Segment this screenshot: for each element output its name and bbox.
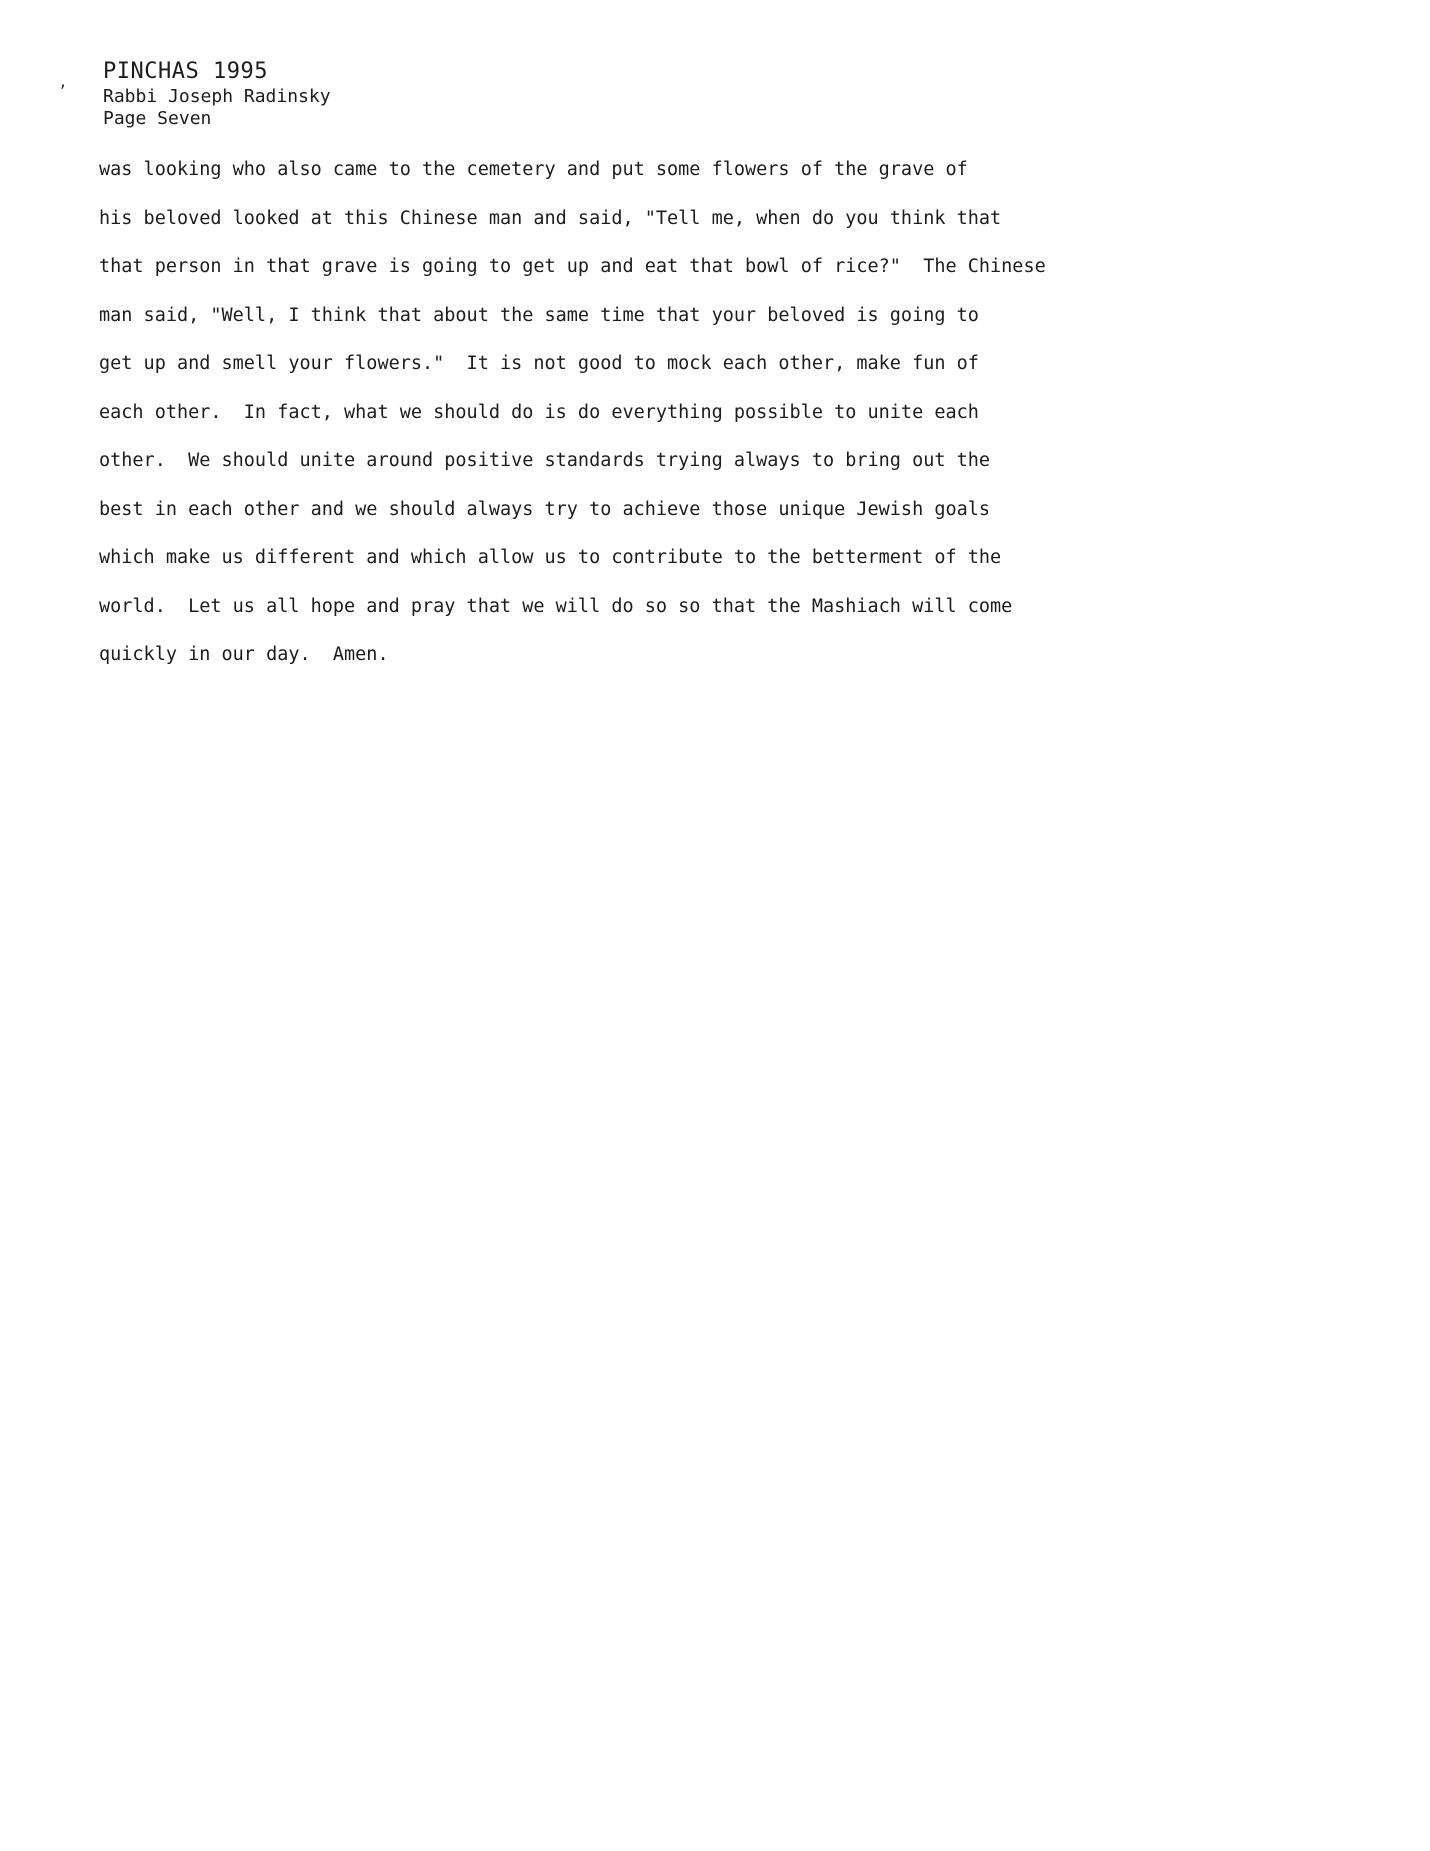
document-author: Rabbi Joseph Radinsky (103, 86, 331, 107)
body-line: get up and smell your flowers." It is not good to mock each other, make fun of (99, 353, 979, 374)
body-line: man said, "Well, I think that about the same time that your beloved is going to (99, 304, 979, 326)
body-line: world. Let us all hope and pray that we will do so so that the Mashiach will come (99, 595, 1013, 617)
body-line: that person in that grave is going to get up and eat that bowl of rice?" The Chinese (99, 256, 1046, 277)
document-header (103, 58, 331, 130)
body-line: was looking who also came to the cemetery and put some flowers of the grave of (99, 159, 968, 180)
body-line: each other. In fact, what we should do is do everything possible to unite each (99, 401, 979, 423)
body-line: best in each other and we should always try to achieve those unique Jewish goals (99, 498, 991, 520)
body-line: other. We should unite around positive standards trying always to bring out the (99, 450, 991, 471)
stray-scan-mark: ’ (58, 82, 68, 100)
body-line: his beloved looked at this Chinese man and said, "Tell me, when do you think that (99, 207, 1002, 229)
body-line: which make us different and which allow us to contribute to the betterment of the (99, 547, 1002, 568)
document-page-label: Page Seven (103, 108, 212, 129)
body-line: quickly in our day. Amen. (99, 644, 389, 665)
document-body (99, 146, 1046, 680)
document-title: PINCHAS 1995 (103, 59, 268, 84)
